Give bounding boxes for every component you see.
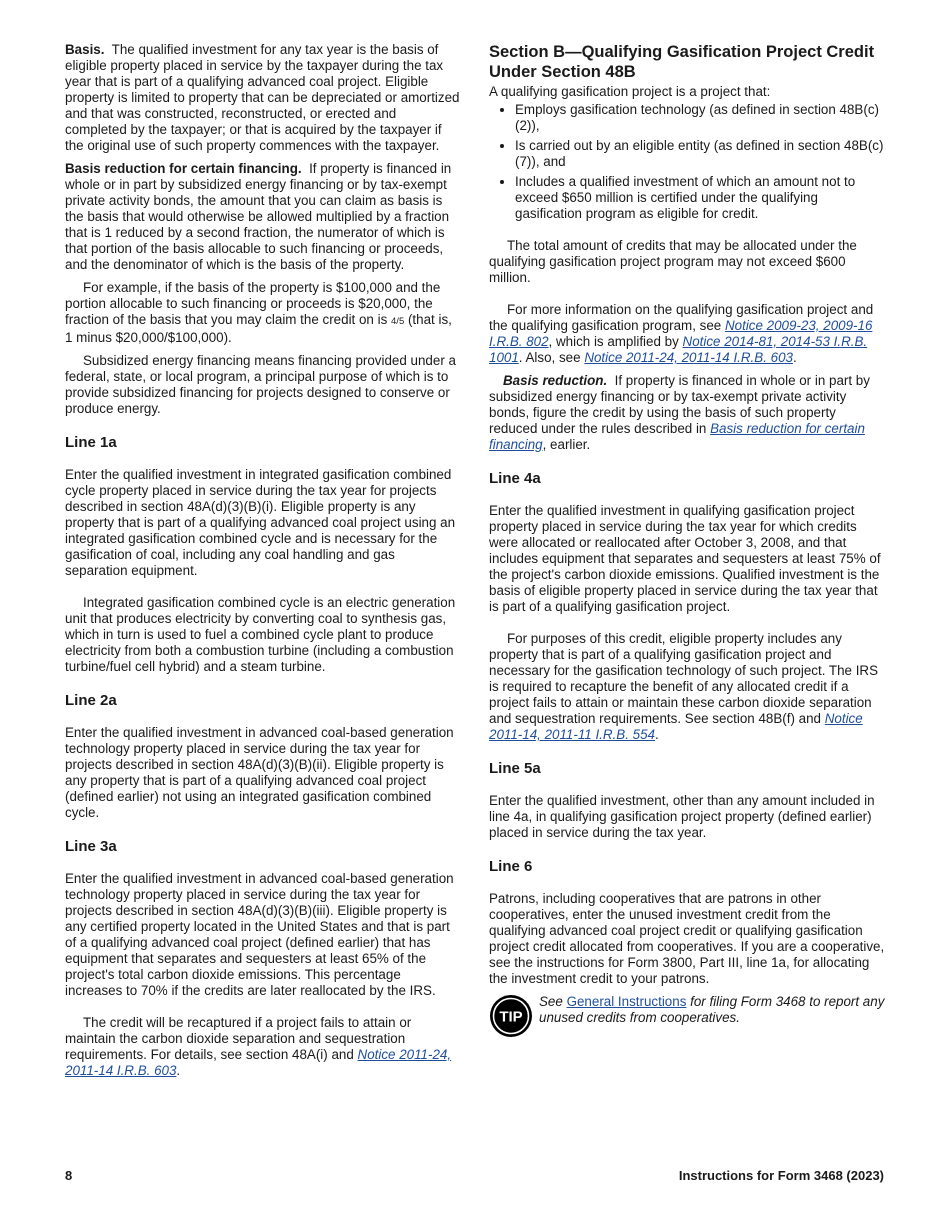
basis-reduction-lead: Basis reduction for certain financing. [65, 161, 302, 176]
line-3a-heading: Line 3a [65, 838, 117, 855]
line-4a-heading: Line 4a [489, 470, 541, 487]
tip-text-before: See [539, 994, 563, 1009]
tip-text [539, 994, 885, 1026]
section-b-heading: Section B—Qualifying Gasification Project Credit Under Section 48B [489, 43, 875, 81]
line-2a-heading: Line 2a [65, 692, 117, 709]
line-3a-text-before: The credit will be recaptured if a project fails to attain or maintain the carbon dioxide separation and sequestration requirements. For details, see section 48A(i) and [65, 1015, 412, 1062]
tip-text-after: for filing Form 3468 to report any unused credits from cooperatives. [539, 994, 885, 1025]
form-title: Instructions for Form 3468 (2023) [678, 1168, 884, 1183]
basis-reduction-text-after: , earlier. [542, 437, 591, 452]
tip-icon [489, 994, 533, 1038]
example-text-before: For example, if the basis of the property is $100,000 and the portion allocable to such financing or proceeds is $20,000, the fraction of the basis that you may claim the credit on is [65, 280, 441, 327]
total-credits-paragraph: The total amount of credits that may be allocated under the qualifying gasification project program may not exceed $600 million. [489, 238, 857, 285]
basis-reduction-lead: Basis reduction. [503, 373, 608, 388]
line-5a-paragraph-1: Enter the qualified investment, other than any amount included in line 4a, in qualifying gasification project property (defined earlier) placed in service during the tax year. [489, 793, 875, 840]
more-information-paragraph [489, 302, 885, 366]
basis-reduction-text: If property is financed in whole or in part by subsidized energy financing or by tax-exempt private activity bonds, the amount that you can claim as basis is the basis that would otherwise be allowed multiplied by a fraction that is 1 reduced by a second fraction, the numerator of which is that portion of the basis allocable to such financing or proceeds, and the denominator of which is the basis of the property. [65, 161, 452, 272]
line-3a-text-after: . [176, 1063, 181, 1078]
tip-label: TIP [499, 1008, 523, 1026]
line-1a-paragraph-1: Enter the qualified investment in integrated gasification combined cycle property placed in service during the tax year for projects described in section 48A(d)(3)(B)(i). Eligible property is any property that is part of a qualifying advanced coal project using an integrated gasification combined cycle and is necessary for the gasification of coal, including any coal handling and gas separation equipment. [65, 467, 456, 578]
line-6-paragraph-1: Patrons, including cooperatives that are patrons in other cooperatives, enter the unused investment credit from the qualifying advanced coal project credit or qualifying gasification project credit allocated from cooperatives. If you are a cooperative, see the instructions for Form 3800, Part III, line 1a, for allocating the investment credit to your patrons. [489, 891, 885, 986]
more-info-text-mid2: . Also, see [518, 350, 581, 365]
line-1a-paragraph-2: Integrated gasification combined cycle is an electric generation unit that produces electricity by converting coal to synthesis gas, which in turn is used to fuel a combined cycle plant to produce electricity from both a combustion turbine (including a combustion turbine/fuel cell hybrid) and a steam turbine. [65, 595, 456, 674]
line-4a-text-after: . [655, 727, 659, 742]
example-text-after: (that is, 1 minus $20,000/$100,000). [65, 312, 452, 345]
basis-reduction-paragraph [65, 161, 461, 273]
page-number: 8 [65, 1168, 73, 1183]
more-info-text-after: . [793, 350, 797, 365]
line-5a-heading: Line 5a [489, 760, 541, 777]
subsidized-financing-paragraph: Subsidized energy financing means financing provided under a federal, state, or local program, a principal purpose of which is to provide subsidized financing for projects designed to conserve or produce energy. [65, 353, 456, 416]
example-paragraph [65, 280, 461, 346]
basis-reduction-link[interactable]: Basis reduction for certain financing [489, 421, 865, 452]
section-b-bullet-list [489, 102, 885, 222]
section-b-intro: A qualifying gasification project is a project that: [489, 84, 771, 99]
notice-2011-14-link[interactable]: Notice 2011-14, 2011-11 I.R.B. 554 [489, 711, 863, 742]
list-item: • Is carried out by an eligible entity (as defined in section 48B(c)(7)), and [515, 138, 885, 170]
line-1a-heading: Line 1a [65, 434, 117, 451]
more-info-text-mid: , which is amplified by [548, 334, 679, 349]
line-2a-paragraph-1: Enter the qualified investment in advanced coal-based generation technology property placed in service during the tax year for projects described in section 48A(d)(3)(B)(ii). Eligible property is any property that is part of a qualifying advanced coal project (defined earlier) not using an integrated gasification combined cycle. [65, 725, 454, 820]
notice-2011-24-link[interactable]: Notice 2011-24, 2011-14 I.R.B. 603 [65, 1047, 452, 1078]
basis-paragraph [65, 42, 461, 154]
more-info-text: For more information on the qualifying gasification project and the qualifying gasification program, see [489, 302, 874, 333]
line-4a-paragraph-2 [489, 631, 885, 743]
line-4a-paragraph-1: Enter the qualified investment in qualifying gasification project property placed in service during the tax year for which credits were allocated or reallocated after October 3, 2008, and that includes equipment that separates and sequesters at least 75% of the project's carbon dioxide emissions. Qualified investment is the basis of eligible property placed in service during the tax year that is part of a qualifying gasification project. [489, 503, 881, 614]
basis-reduction-paragraph [489, 373, 885, 453]
notice-2011-24-link[interactable]: Notice 2011-24, 2011-14 I.R.B. 603 [584, 350, 793, 365]
general-instructions-link[interactable]: General Instructions [566, 994, 687, 1009]
list-item: • Includes a qualified investment of which an amount not to exceed $650 million is certified under the qualifying gasification program as eligible for credit. [515, 174, 885, 222]
right-column [489, 42, 885, 1038]
line-4a-text-before: For purposes of this credit, eligible property includes any property that is part of a qualifying gasification project and necessary for the gasification technology of such project. The IRS is required to recapture the benefit of any allocated credit if a project fails to attain or maintain these carbon dioxide separation and sequestration requirements. See section 48B(f) and [489, 631, 879, 726]
left-column [65, 42, 461, 1086]
basis-lead: Basis. [65, 42, 105, 57]
basis-reduction-text: If property is financed in whole or in part by subsidized energy financing or by tax-exempt private activity bonds, figure the credit by using the basis of such property reduced under the rules described in [489, 373, 870, 436]
list-item: • Employs gasification technology (as defined in section 48B(c)(2)), [515, 102, 885, 134]
notice-2014-81-link[interactable]: Notice 2014-81, 2014-53 I.R.B. 1001 [489, 334, 868, 365]
example-fraction: 4/5 [391, 316, 405, 327]
line-6-heading: Line 6 [489, 858, 533, 875]
line-3a-paragraph-2 [65, 1015, 461, 1079]
line-3a-paragraph-1: Enter the qualified investment in advanced coal-based generation technology property placed in service during the tax year for projects described in section 48A(d)(3)(B)(iii). Eligible property is any certified property located in the United States and that is part of a qualifying advanced coal project (defined earlier) that has equipment that separates and sequesters at least 65% of the project's total carbon dioxide emissions. This percentage increases to 70% if the credits are later reallocated by the IRS. [65, 871, 454, 998]
basis-text: The qualified investment for any tax year is the basis of eligible property placed in service by the taxpayer during the tax year that is part of a qualifying advanced coal project. Eligible property is limited to property that can be depreciated or amortized and that was constructed, reconstructed, or erected and completed by the taxpayer; or that is acquired by the taxpayer if the original use of such property commences with the taxpayer. [65, 42, 460, 153]
notice-2009-23-link[interactable]: Notice 2009-23, 2009-16 I.R.B. 802 [489, 318, 873, 349]
tip-box [489, 994, 885, 1038]
